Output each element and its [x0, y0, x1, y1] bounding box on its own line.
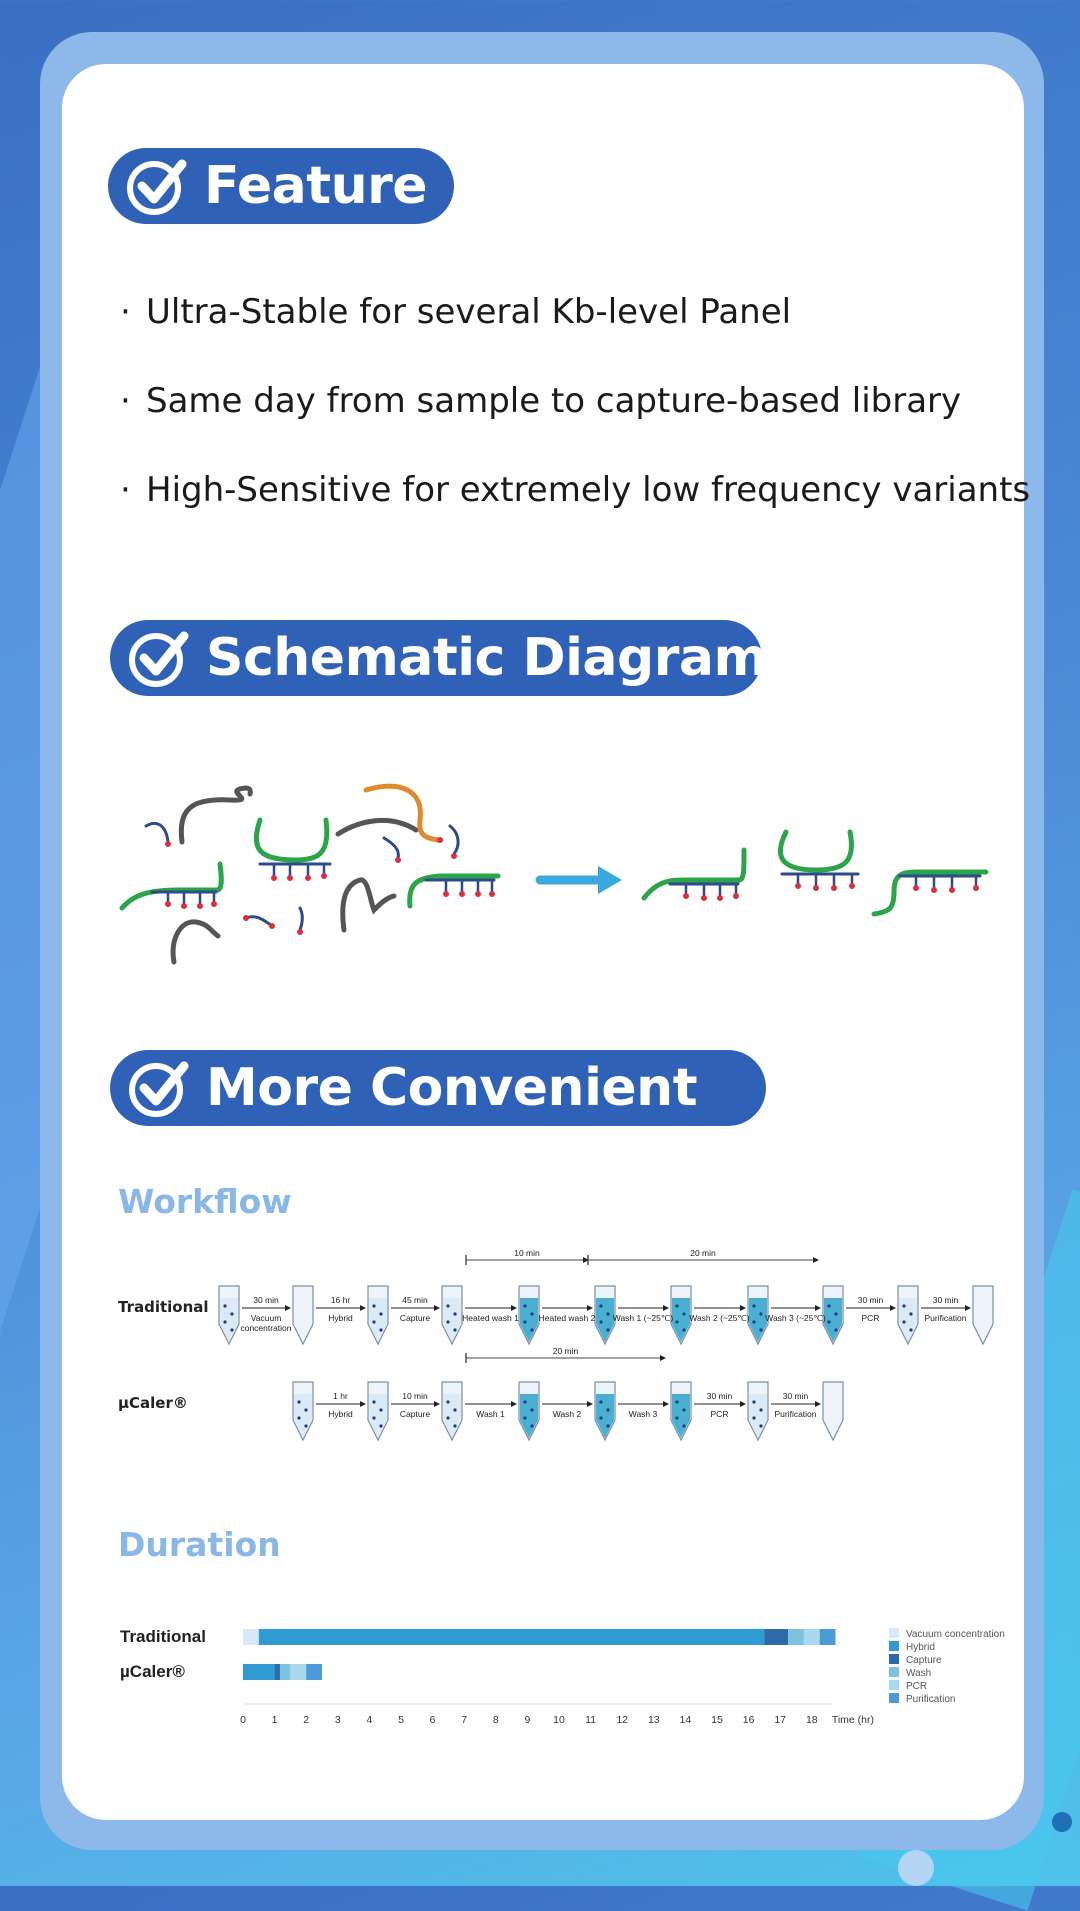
mucaler-step-time: 30 min [706, 1391, 733, 1401]
traditional-tube [823, 1286, 843, 1344]
traditional-wash-span-label: 20 min [690, 1248, 716, 1258]
duration-row-label: µCaler® [120, 1662, 185, 1681]
legend-swatch [889, 1693, 899, 1703]
legend-label: Hybrid [906, 1642, 935, 1653]
traditional-step-name: PCR [861, 1313, 880, 1323]
duration-x-tick: 11 [585, 1714, 597, 1726]
decor-bubble [898, 1850, 934, 1886]
duration-x-label: Time (hr) [831, 1714, 875, 1726]
mucaler-step-name: Purification [774, 1409, 817, 1419]
mucaler-tube [442, 1382, 462, 1440]
duration-bar-segment [820, 1629, 836, 1645]
check-icon [126, 1056, 190, 1120]
traditional-tube [898, 1286, 918, 1344]
traditional-step-time: 45 min [402, 1295, 428, 1305]
mucaler-tube [519, 1382, 539, 1440]
traditional-step-name: Heated wash 1 [462, 1313, 519, 1323]
traditional-step-name: concentration [240, 1323, 292, 1333]
legend-swatch [889, 1654, 899, 1664]
duration-bar-segment [788, 1629, 804, 1645]
mucaler-step-name: Wash 1 [476, 1409, 505, 1419]
duration-x-tick: 9 [524, 1714, 531, 1726]
duration-x-tick: 8 [492, 1714, 499, 1726]
mucaler-wash-span-label: 20 min [552, 1346, 579, 1356]
mucaler-step-time: 1 hr [333, 1391, 348, 1401]
duration-x-tick: 12 [616, 1714, 629, 1726]
traditional-step-time: 30 min [253, 1295, 279, 1305]
duration-x-tick: 4 [366, 1714, 373, 1726]
mucaler-tube [368, 1382, 388, 1440]
duration-x-tick: 17 [774, 1714, 787, 1726]
mucaler-tube [823, 1382, 843, 1440]
legend-swatch [889, 1628, 899, 1638]
feature-heading [108, 148, 454, 224]
traditional-tube [219, 1286, 239, 1344]
duration-x-tick: 6 [429, 1714, 436, 1726]
legend-label: Capture [906, 1655, 942, 1666]
mucaler-step-name: Capture [399, 1409, 431, 1419]
duration-bar-segment [259, 1629, 765, 1645]
mucaler-tube [748, 1382, 768, 1440]
schematic-heading [110, 620, 768, 696]
traditional-tube [973, 1286, 993, 1344]
schematic-title: Schematic Diagram [206, 628, 768, 688]
mucaler-step-name: Hybrid [328, 1409, 353, 1419]
legend-swatch [889, 1680, 899, 1690]
workflow-diagram [0, 1240, 1080, 1450]
mucaler-step-name: Wash 3 [628, 1409, 658, 1419]
duration-bar-segment [306, 1664, 322, 1680]
feature-item: · Ultra-Stable for several Kb-level Panel [120, 292, 792, 332]
convenient-heading [110, 1050, 766, 1126]
check-icon [124, 154, 188, 218]
duration-x-tick: 13 [647, 1714, 660, 1726]
traditional-step-name: Purification [924, 1313, 967, 1323]
duration-bar-segment [275, 1664, 280, 1680]
duration-x-tick: 2 [303, 1714, 310, 1726]
mucaler-tube [595, 1382, 615, 1440]
decor-dot [1052, 1812, 1072, 1832]
duration-title: Duration [118, 1525, 281, 1564]
traditional-step-name: Wash 2 (~25℃) [689, 1313, 750, 1323]
traditional-step-name: Wash 1 (~25℃) [612, 1313, 674, 1323]
mucaler-step-name: PCR [710, 1409, 729, 1419]
traditional-tube [293, 1286, 313, 1344]
duration-bar-segment [764, 1629, 788, 1645]
duration-x-tick: 1 [271, 1714, 278, 1726]
traditional-step-time: 30 min [932, 1295, 959, 1305]
workflow-traditional-label: Traditional [118, 1298, 209, 1316]
duration-x-tick: 5 [398, 1714, 404, 1726]
convenient-title: More Convenient [206, 1058, 698, 1118]
duration-x-tick: 10 [553, 1714, 565, 1726]
duration-x-tick: 16 [742, 1714, 755, 1726]
duration-bar-segment [290, 1664, 306, 1680]
duration-x-tick: 0 [240, 1714, 246, 1726]
feature-title: Feature [204, 156, 428, 216]
duration-row-label: Traditional [120, 1627, 206, 1646]
traditional-step-time: 16 hr [330, 1295, 351, 1305]
duration-bar-segment [243, 1664, 275, 1680]
traditional-step-name: Wash 3 (~25℃) [765, 1313, 826, 1323]
traditional-step-name: Capture [399, 1313, 431, 1323]
legend-swatch [889, 1641, 899, 1651]
traditional-step-name: Hybrid [328, 1313, 353, 1323]
schematic-diagram [110, 780, 1000, 970]
duration-x-tick: 14 [679, 1714, 692, 1726]
duration-x-tick: 18 [805, 1714, 818, 1726]
mucaler-tube [671, 1382, 691, 1440]
duration-bar-segment [280, 1664, 290, 1680]
legend-swatch [889, 1667, 899, 1677]
feature-list [120, 292, 1031, 559]
traditional-heated-span-label: 10 min [514, 1248, 540, 1258]
feature-item: · High-Sensitive for extremely low frequency variants [120, 470, 1031, 510]
mucaler-step-name: Wash 2 [552, 1409, 582, 1419]
duration-x-tick: 3 [334, 1714, 341, 1726]
duration-chart [0, 1610, 1080, 1740]
duration-x-tick: 7 [461, 1714, 468, 1726]
traditional-tube [368, 1286, 388, 1344]
traditional-step-name: Heated wash 2 [538, 1313, 596, 1323]
traditional-tube [442, 1286, 462, 1344]
workflow-mucaler-label: µCaler® [118, 1394, 188, 1412]
duration-x-tick: 15 [711, 1714, 723, 1726]
mucaler-step-time: 30 min [782, 1391, 809, 1401]
duration-bar-segment [243, 1629, 259, 1645]
duration-bar-segment [804, 1629, 820, 1645]
legend-label: Wash [906, 1668, 932, 1679]
traditional-step-name: Vacuum [250, 1313, 282, 1323]
legend-label: Purification [906, 1694, 956, 1705]
legend-label: Vacuum concentration [906, 1629, 1005, 1640]
mucaler-tube [293, 1382, 313, 1440]
legend-label: PCR [906, 1681, 928, 1692]
mucaler-step-time: 10 min [402, 1391, 428, 1401]
check-icon [126, 626, 190, 690]
workflow-title: Workflow [118, 1182, 292, 1221]
traditional-step-time: 30 min [857, 1295, 884, 1305]
traditional-tube [519, 1286, 539, 1344]
traditional-tube [671, 1286, 691, 1344]
feature-item: · Same day from sample to capture-based library [120, 381, 962, 421]
